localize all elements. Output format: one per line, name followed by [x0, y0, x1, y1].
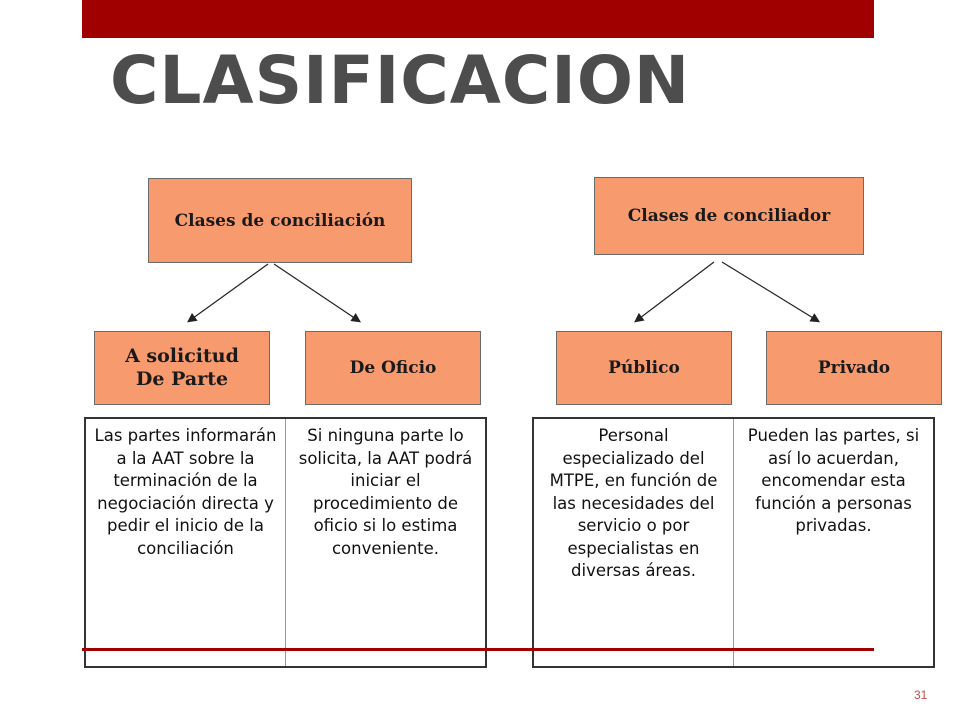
header-clases-conciliacion	[148, 178, 412, 263]
page-number: 31	[914, 688, 928, 702]
header-clases-conciliacion-label: Clases de conciliación	[174, 210, 386, 231]
category-a-solicitud	[94, 331, 270, 405]
description-a-solicitud: Las partes informarán a la AAT sobre la terminación de la negociación directa y pedir el inicio de la conciliación	[94, 426, 277, 558]
footer-red-line	[82, 648, 874, 651]
category-privado-label: Privado	[817, 358, 891, 378]
description-de-oficio: Si ninguna parte lo solicita, la AAT podrá iniciar el procedimiento de oficio si lo estima conveniente.	[285, 419, 485, 666]
description-privado: Pueden las partes, si así lo acuerdan, encomendar esta función a personas privadas.	[733, 419, 933, 666]
category-publico-label: Público	[608, 358, 680, 378]
category-publico	[556, 331, 732, 405]
category-a-solicitud-line1: A solicitud	[125, 345, 239, 368]
category-de-oficio	[305, 331, 481, 405]
description-table-right	[532, 417, 935, 668]
category-a-solicitud-line2: De Parte	[135, 368, 229, 390]
description-table-left	[84, 417, 487, 668]
header-clases-conciliador-label: Clases de conciliador	[627, 206, 831, 226]
arrow-left-to-oficio	[274, 264, 359, 321]
category-privado	[766, 331, 942, 405]
arrow-left-to-solicitud	[189, 264, 268, 321]
slide-title: CLASIFICACION	[110, 42, 691, 119]
header-clases-conciliador	[594, 177, 864, 255]
description-publico: Personal especializado del MTPE, en función de las necesidades del servicio o por especialistas en diversas áreas.	[549, 426, 718, 580]
arrow-right-to-privado	[722, 262, 818, 321]
arrow-right-to-publico	[636, 262, 714, 321]
category-de-oficio-label: De Oficio	[349, 358, 437, 378]
